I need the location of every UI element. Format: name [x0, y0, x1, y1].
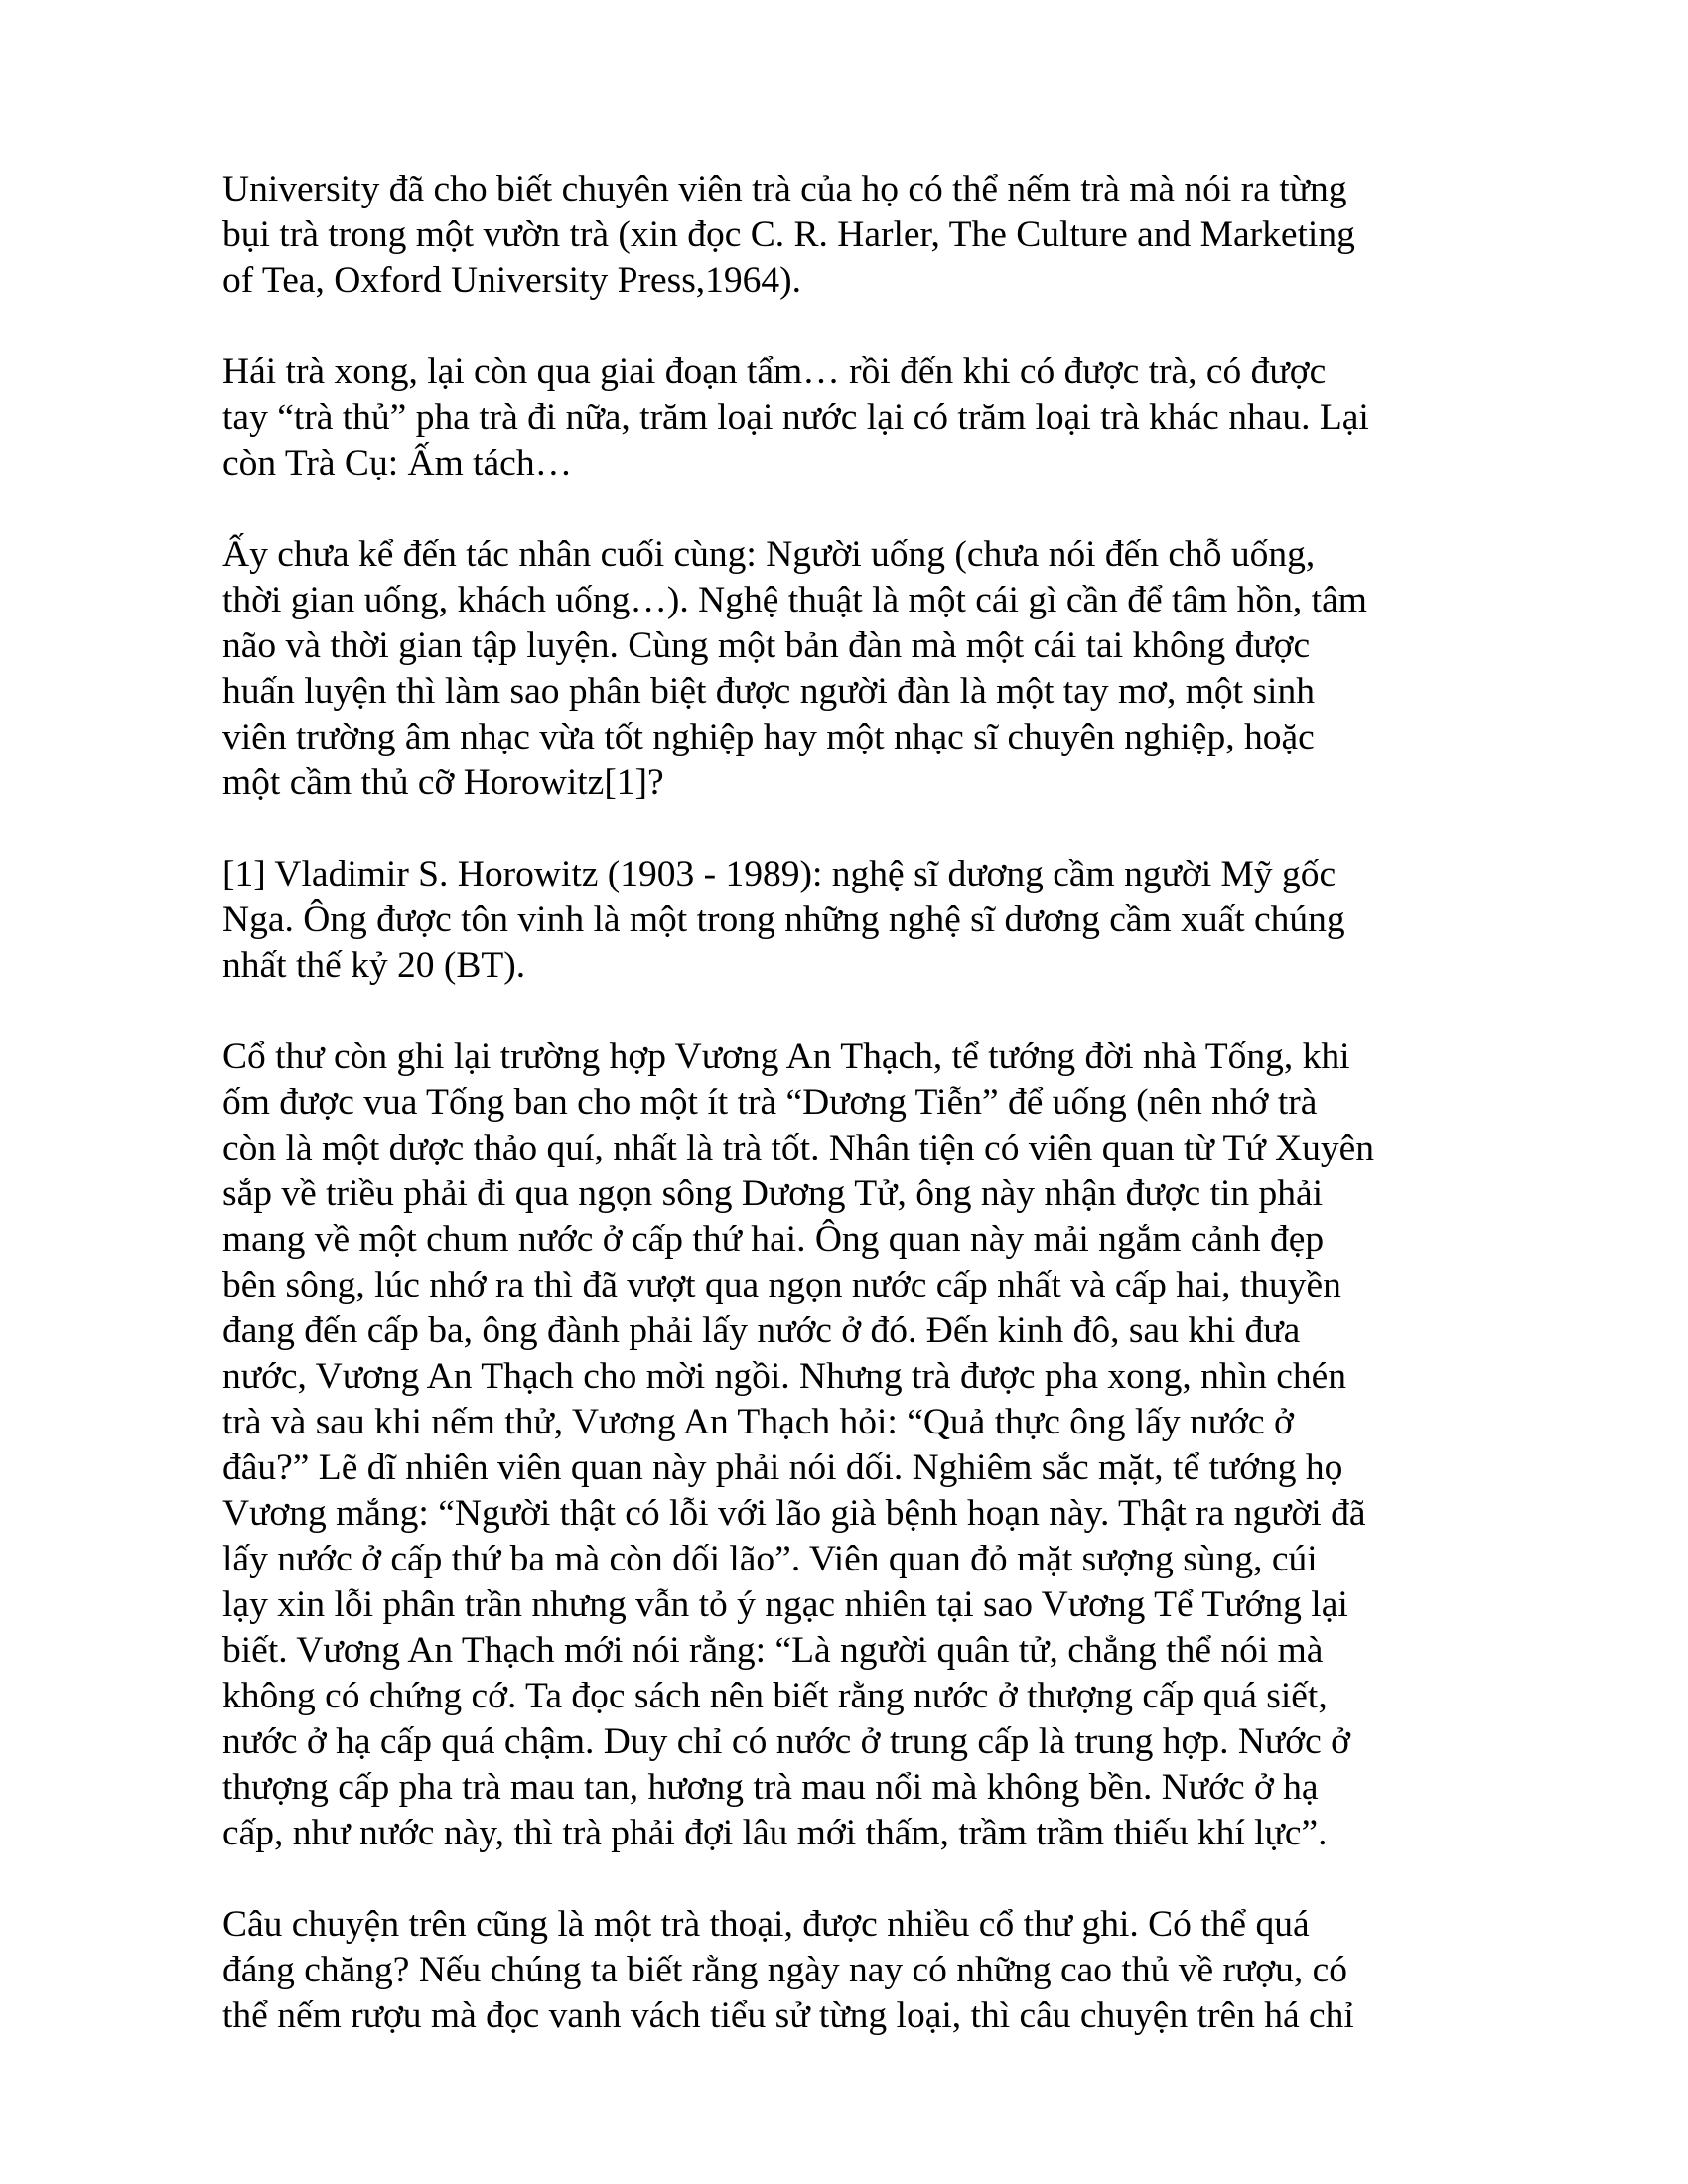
paragraph-vuong-an-thach: [222, 1034, 1466, 1856]
text-line: sắp về triều phải đi qua ngọn sông Dương Tử, ông này nhận được tin phải: [222, 1173, 1324, 1214]
text-line: bụi trà trong một vườn trà (xin đọc C. R. Harler, The Culture and Marketing: [222, 214, 1355, 255]
text-line: tay “trà thủ” pha trà đi nữa, trăm loại nước lại có trăm loại trà khác nhau. Lại: [222, 397, 1369, 438]
text-line: thượng cấp pha trà mau tan, hương trà mau nổi mà không bền. Nước ở hạ: [222, 1767, 1319, 1808]
text-line: mang về một chum nước ở cấp thứ hai. Ông quan này mải ngắm cảnh đẹp: [222, 1219, 1325, 1260]
text-line: đáng chăng? Nếu chúng ta biết rằng ngày nay có những cao thủ về rượu, có: [222, 1950, 1348, 1990]
text-line: Câu chuyện trên cũng là một trà thoại, được nhiều cổ thư ghi. Có thể quá: [222, 1904, 1310, 1945]
text-line: Hái trà xong, lại còn qua giai đoạn tẩm… rồi đến khi có được trà, có được: [222, 351, 1327, 392]
text-line: còn là một dược thảo quí, nhất là trà tốt. Nhân tiện có viên quan từ Tứ Xuyên: [222, 1128, 1375, 1168]
text-line: nước ở hạ cấp quá chậm. Duy chỉ có nước ở trung cấp là trung hợp. Nước ở: [222, 1721, 1350, 1762]
text-line: bên sông, lúc nhớ ra thì đã vượt qua ngọn nước cấp nhất và cấp hai, thuyền: [222, 1265, 1341, 1305]
text-line: viên trường âm nhạc vừa tốt nghiệp hay một nhạc sĩ chuyên nghiệp, hoặc: [222, 717, 1315, 757]
text-line: trà và sau khi nếm thử, Vương An Thạch hỏi: “Quả thực ông lấy nước ở: [222, 1402, 1294, 1442]
text-line: còn Trà Cụ: Ấm tách…: [222, 443, 573, 483]
text-line: Ấy chưa kể đến tác nhân cuối cùng: Người uống (chưa nói đến chỗ uống,: [222, 534, 1316, 575]
text-line: University đã cho biết chuyên viên trà của họ có thể nếm trà mà nói ra từng: [222, 169, 1347, 209]
text-line: biết. Vương An Thạch mới nói rằng: “Là người quân tử, chẳng thể nói mà: [222, 1630, 1324, 1671]
text-line: Vương mắng: “Người thật có lỗi với lão già bệnh hoạn này. Thật ra người đã: [222, 1493, 1366, 1534]
text-line: Nga. Ông được tôn vinh là một trong những nghệ sĩ dương cầm xuất chúng: [222, 899, 1345, 940]
text-line: of Tea, Oxford University Press,1964).: [222, 260, 802, 301]
paragraph-tea-experts: [222, 167, 1466, 304]
text-line: thể nếm rượu mà đọc vanh vách tiểu sử từng loại, thì câu chuyện trên há chỉ: [222, 1995, 1354, 2036]
text-line: Cổ thư còn ghi lại trường hợp Vương An Thạch, tể tướng đời nhà Tống, khi: [222, 1036, 1350, 1077]
text-line: nước, Vương An Thạch cho mời ngồi. Nhưng trà được pha xong, nhìn chén: [222, 1356, 1346, 1397]
footnote-horowitz: [222, 852, 1466, 989]
text-line: ốm được vua Tống ban cho một ít trà “Dương Tiễn” để uống (nên nhớ trà: [222, 1082, 1318, 1123]
text-line: lạy xin lỗi phân trần nhưng vẫn tỏ ý ngạc nhiên tại sao Vương Tể Tướng lại: [222, 1584, 1348, 1625]
text-line: huấn luyện thì làm sao phân biệt được người đàn là một tay mơ, một sinh: [222, 671, 1315, 712]
paragraph-drinker: [222, 532, 1466, 806]
text-line: không có chứng cớ. Ta đọc sách nên biết rằng nước ở thượng cấp quá siết,: [222, 1676, 1328, 1716]
text-line: thời gian uống, khách uống…). Nghệ thuật là một cái gì cần để tâm hồn, tâm: [222, 580, 1367, 620]
text-line: cấp, như nước này, thì trà phải đợi lâu mới thấm, trầm trầm thiếu khí lực”.: [222, 1813, 1328, 1853]
text-line: nhất thế kỷ 20 (BT).: [222, 945, 526, 986]
document-page: [222, 167, 1466, 2085]
text-line: lấy nước ở cấp thứ ba mà còn dối lão”. Viên quan đỏ mặt sượng sùng, cúi: [222, 1539, 1318, 1579]
text-line: đâu?” Lẽ dĩ nhiên viên quan này phải nói dối. Nghiêm sắc mặt, tể tướng họ: [222, 1447, 1343, 1488]
paragraph-tea-processing: [222, 349, 1466, 486]
text-line: một cầm thủ cỡ Horowitz[1]?: [222, 762, 664, 803]
text-line: não và thời gian tập luyện. Cùng một bản đàn mà một cái tai không được: [222, 625, 1311, 666]
text-line: đang đến cấp ba, ông đành phải lấy nước ở đó. Đến kinh đô, sau khi đưa: [222, 1310, 1301, 1351]
text-line: [1] Vladimir S. Horowitz (1903 - 1989): nghệ sĩ dương cầm người Mỹ gốc: [222, 854, 1336, 894]
paragraph-tea-anecdote: [222, 1902, 1466, 2039]
